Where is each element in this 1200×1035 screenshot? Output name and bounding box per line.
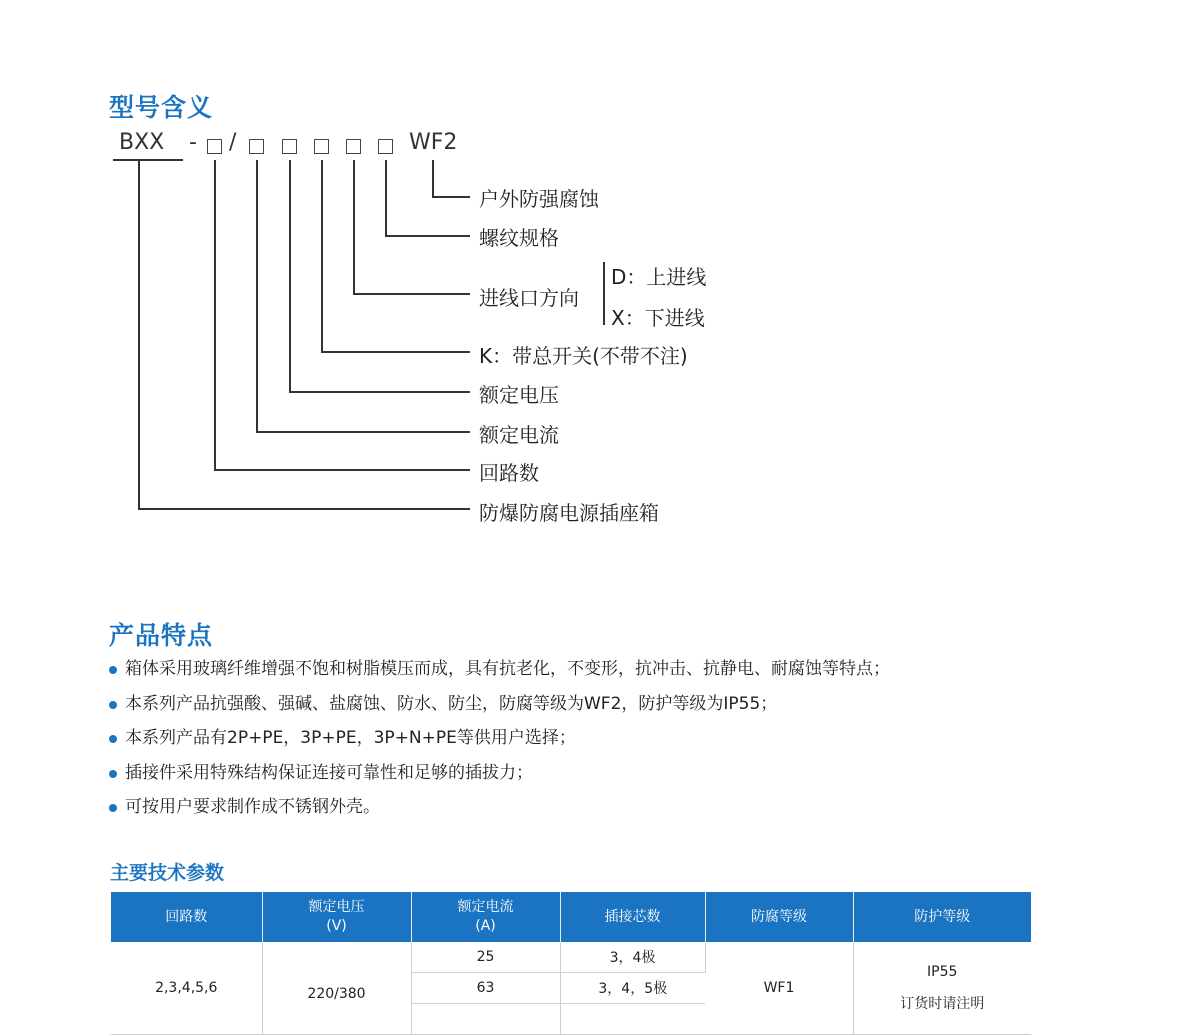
features-title: 产品特点 (109, 621, 214, 650)
cell-protection-value: IP55 (927, 964, 958, 980)
code-box-voltage (282, 139, 297, 154)
label-thread: 螺纹规格 (479, 226, 559, 250)
label-current: 额定电流 (479, 423, 559, 447)
connector-switch (321, 160, 323, 352)
label-circuits: 回路数 (479, 461, 539, 485)
cell-circuits: 2,3,4,5,6 (111, 942, 262, 1035)
connector-current (256, 160, 258, 432)
cell-cores: 3，4，5极 (560, 973, 705, 1004)
code-slash: / (229, 130, 237, 155)
code-box-circuits (207, 139, 222, 154)
features-list (109, 652, 1109, 825)
hline-product (138, 508, 470, 510)
cell-voltage: 220/380 (262, 942, 411, 1035)
header-current-unit: (A) (475, 918, 496, 934)
connector-product (138, 160, 140, 509)
feature-item: 插接件采用特殊结构保证连接可靠性和足够的插拔力； (109, 756, 1109, 791)
cell-current: 25 (411, 942, 560, 973)
label-inlet-up: D：上进线 (611, 265, 707, 289)
code-box-switch (314, 139, 329, 154)
label-voltage: 额定电压 (479, 383, 559, 407)
spec-table (111, 892, 1031, 1035)
connector-outdoor (432, 160, 434, 197)
header-current (411, 892, 560, 942)
connector-voltage (289, 160, 291, 392)
hline-switch (321, 351, 470, 353)
hline-circuits (214, 469, 470, 471)
code-box-current (249, 139, 264, 154)
header-cores: 插接芯数 (560, 892, 705, 942)
label-inlet: 进线口方向 (479, 286, 579, 310)
header-voltage-label: 额定电压 (308, 899, 365, 915)
hline-thread (385, 235, 470, 237)
hline-outdoor (432, 196, 470, 198)
label-outdoor: 户外防强腐蚀 (479, 187, 599, 211)
code-prefix: BXX (119, 130, 165, 155)
inlet-brace (603, 262, 605, 325)
label-product: 防爆防腐电源插座箱 (479, 501, 659, 525)
label-switch: K：带总开关(不带不注) (479, 344, 688, 368)
feature-item: 本系列产品抗强酸、强碱、盐腐蚀、防水、防尘，防腐等级为WF2，防护等级为IP55； (109, 687, 1109, 722)
label-inlet-down: X：下进线 (611, 306, 705, 330)
hline-inlet (353, 293, 470, 295)
code-box-thread (378, 139, 393, 154)
table-row (111, 942, 1031, 973)
header-voltage-unit: (V) (326, 918, 347, 934)
header-protection: 防护等级 (853, 892, 1031, 942)
feature-item: 箱体采用玻璃纤维增强不饱和树脂模压而成，具有抗老化，不变形，抗冲击、抗静电、耐腐蚀等特点； (109, 652, 1109, 687)
code-suffix: WF2 (409, 130, 458, 155)
model-meaning-title: 型号含义 (109, 93, 214, 122)
code-box-inlet (346, 139, 361, 154)
spec-header-row (111, 892, 1031, 942)
feature-item: 本系列产品有2P+PE，3P+PE，3P+N+PE等供用户选择； (109, 721, 1109, 756)
connector-inlet (353, 160, 355, 294)
header-current-label: 额定电流 (457, 899, 514, 915)
cell-anticorrosion: WF1 (705, 942, 853, 1035)
hline-voltage (289, 391, 470, 393)
connector-thread (385, 160, 387, 236)
header-anticorrosion: 防腐等级 (705, 892, 853, 942)
connector-circuits (214, 160, 216, 470)
header-circuits: 回路数 (111, 892, 262, 942)
header-voltage (262, 892, 411, 942)
code-prefix-underline (113, 159, 183, 161)
spec-title: 主要技术参数 (110, 862, 225, 884)
cell-cores-empty (560, 1004, 705, 1035)
code-dash: - (189, 130, 197, 155)
hline-current (256, 431, 470, 433)
cell-current: 63 (411, 973, 560, 1004)
cell-protection (853, 942, 1031, 1035)
cell-current-empty (411, 1004, 560, 1035)
cell-cores: 3，4极 (560, 942, 705, 973)
cell-protection-note: 订货时请注明 (900, 996, 985, 1012)
feature-item: 可按用户要求制作成不锈钢外壳。 (109, 790, 1109, 825)
